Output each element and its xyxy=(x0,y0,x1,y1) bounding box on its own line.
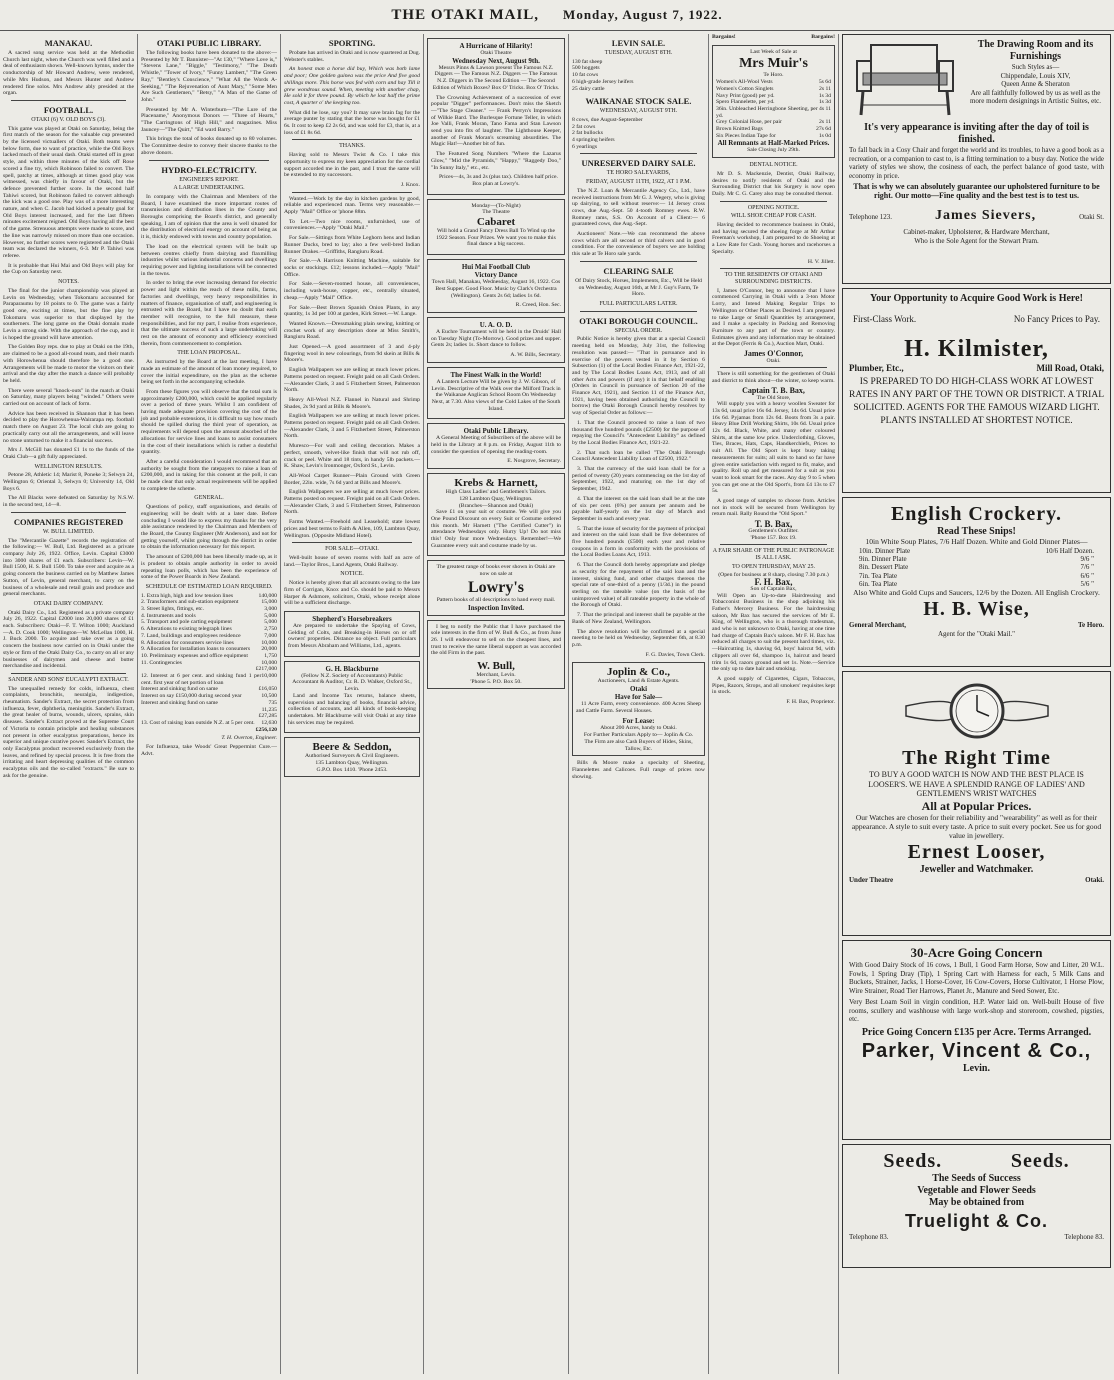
auctioneers-note: Auctioneers' Note.—We can recommend the above cows which are all second or third calvers and in good condition. For the convenience of buyers we are holding this sale at Te Horo sale yards. xyxy=(572,231,705,258)
notes-text-2: The Golden Boy reps. due to play at Otaki on the 19th, are claimed to be a good all-round team, and their match with Horowhenua should therefore be a good one. Arrangements will be made to motor the visitors on their arrival and the day after the match a dance will probably be held. xyxy=(3,344,134,384)
schedule-row: 11. Contingencies 10,000 xyxy=(141,659,277,666)
companies-heading: COMPANIES REGISTERED xyxy=(13,516,124,527)
price-row: Spero Flannelette, per yd. 1s 3d xyxy=(716,99,831,106)
notice-text: Notice is hereby given that all accounts owing to the late firm of Corrigan, Knox and Co. should be paid to Messrs Harper & Ashmore, solicitors, Otaki, whose receipt alone will be a sufficient discharge. xyxy=(284,580,420,607)
schedule-total: £217,000 xyxy=(255,666,277,673)
thanks-heading: THANKS. xyxy=(339,143,365,150)
borough-signature: F. G. Davies, Town Clerk. xyxy=(645,651,705,658)
house-text: Well-built house of seven rooms with half an acre of land.—Taylor Bros., Land Agents, Otaki Railway. xyxy=(284,555,420,568)
residents-heading: TO THE RESIDENTS OF OTAKI AND SURROUNDING DISTRICTS. xyxy=(724,272,823,285)
classified-wallpaper-3: English Wallpapers we are selling at much lower prices. Patterns posted on request. Freight paid on all Cash Orders.—Alexander Clark, 3 and 5 Fitzherbert Street, Palmerston North. xyxy=(284,489,420,516)
price-row: 36in. Unbleached Herringbone Sheeting, per yd. 4s 11 xyxy=(716,105,831,119)
unreserved-heading: UNRESERVED DAIRY SALE. xyxy=(581,158,696,169)
schedule-row: 8. Allocation for consumers service lines 10,000 xyxy=(141,639,277,646)
loan-heading: THE LOAN PROPOSAL. xyxy=(177,350,241,357)
opening-signature: H. V. Jillett. xyxy=(807,258,835,265)
crockery-row: 9in. Dinner Plate 9/6 " xyxy=(859,554,1094,563)
dairy-heading: OTAKI DAIRY COMPANY. xyxy=(33,600,104,607)
bull-advert: I beg to notify the Public that I have purchased the sole interests in the firm of W. Bull & Co., as from June 26. I will endeavour to sell on the cheapest lines, and trust to receive the same liberal support as was accorded the old Firm in the past. W. Bull, Merchant, Levin. 'Phone 5. P.O. Box 50. xyxy=(427,620,565,690)
looser-advert: The Right Time TO BUY A GOOD WATCH IS NOW AND THE BEST PLACE IS LOOSER'S. WE HAVE A SPLENDID RANGE OF LADIES' AND GENTLEMEN'S WRIST WATCHES All at Popular Prices. Our Watches are chosen for their reliability and "wearability" as well as for their appearance. A style to suit every taste. A price to suit every pocket. See us for good value in jewellery. Ernest Looser, Jeweller and Watchmaker. Under Theatre Otaki. xyxy=(842,671,1111,936)
waikanae-date: WEDNESDAY, AUGUST 9TH. xyxy=(599,108,678,115)
classified-wanted: Wanted.—Work by the day in kitchen gardens by good, reliable and experienced man. Terms very reasonable.—Apply "Mail" Office or 'phone 88m. xyxy=(284,195,420,216)
euchre-advert: U. A. O. D. A Euchre Tournament will be held in the Druids' Hall on Tuesday Night (To-Morrow). Good prizes and supper. Gents 2s; ladies 1s. Short dance to follow. A. W. Bills, Secretary. xyxy=(427,317,565,363)
football-text-2: It is probable that Hui Mai and Old Boys will play for the Cup on Saturday next. xyxy=(3,262,134,276)
football-subheading: OTAKI (6) V. OLD BOYS (3). xyxy=(31,116,106,123)
sander-text: The unequalled remedy for colds, influenza, chest complaints, bronchitis, neuralgia, indigestion, rheumatism. Sander's Extract, the secret protection from influenza, fever, diphtheria, meningitis. Sander's Extract, the great healer of burns, wounds, ulcers, sprains, skin diseases. Sander's Extract proved at the Supreme Court of Victoria to contain principle and healing substances not present in other eucalyptus preparations, hence its superior and unique curative power. Sander's Extract, the only Eucalyptus product recovered exclusively from the leaves, and refined by special process. It is free from the irritating and heart depressing qualities of the common eucalyptus oils and the so-called "extracts." Be sure to ask for the genuine. xyxy=(3,685,134,779)
oconnor-town: Otaki. xyxy=(766,357,781,364)
schedule-row: 3. Street lights, fittings, etc. 3,000 xyxy=(141,606,277,613)
nzloan-text: The N.Z. Loan & Mercantile Agency Co., Ltd., have received instructions from Mr G. J. Wegery, who is giving up dairying, to sell without reserve:— 14 Jersey cross cows, due Aug.-Sept. 50 4-tooth Romney ewes. R.W. Romney rams, S.S. On Account of a Client:— 6 guaranteed cows, due Aug.-Sept. xyxy=(572,187,705,228)
parker-vincent-advert: 30-Acre Going Concern With Good Dairy Stock of 16 cows, 1 Bull, 1 Good Farm Horse, Sow and Litter, 20 W.L. Fowls, 1 Spring Dray (Tip), 1 Spring Cart with Harness for each, 5 Milk Cans and Buckets, Strainer, Jacks, 1 Horse-Cover, 16 Cow-Covers, Horse Cultivator, 1 Horse Plow, Wire Strainer, Road Tier Harrows, Planet Jr., Manure and Seed Sower, Etc. Very Best Loam Soil in virgin condition, H.P. Water laid on. Well-built House of five rooms, scullery and washhouse with large work-shop and storeroom, cowshed, pigsties, etc. Price Going Concern £135 per Acre. Terms Arranged. Parker, Vincent & Co., Levin. xyxy=(842,940,1111,1140)
crockery-row: 6in. Tea Plate 5/6 " xyxy=(859,580,1094,589)
column-3 xyxy=(280,34,423,1374)
borough-text-7: 6. That the Council doth hereby appropriate and pledge as security for the repayment of the said loan and the interest, sinking fund, and other charges thereon the special rate of one-third of a penny (1/3d.) in the pound sterling on the rateable value (on the basis of the unimproved value) of all rateable property in the whole of the Borough of Otaki. xyxy=(572,562,705,609)
saleyards: TE HORO SALEYARDS, xyxy=(606,170,671,177)
engineer-signature: T. H. Overton, Engineer. xyxy=(221,735,277,742)
schedule-row: 10. Preliminary expenses and office equipment 1,750 xyxy=(141,652,277,659)
classified-to-let: To Let.—Two nice rooms, unfurnished, use of conveniences.—Apply "Otaki Mail." xyxy=(284,218,420,232)
interest-row-2: Interest and sinking fund on same £16,050 xyxy=(141,686,277,693)
cabaret-advert: Monday—(To-Night) The Theatre Cabaret Will hold a Grand Fancy Dress Ball To Wind up the 1922 Season. Four Prizes. We want you to make this final dance a big success. xyxy=(427,199,565,256)
hydro-text-3: In order to bring the ever increasing demand for electric power and light within the reach of these mills, farms, factories and dwellings, very heavy responsibilities in matters of finance, organisation of staff, and engineering is entrusted with the Board, but I have no doubt that each member will recognise, to the full measure, these responsibilities, and for my part, I realise from experience, that the ultimate success of such a large undertaking will rest on the amount of economy and efficiency exercised therein, from commencement to completion. xyxy=(141,280,277,347)
bills-moore-advert: Bills & Moore make a specialty of Sheeting, Flannelettes and Calicoes. Full range of prices now showing. xyxy=(572,760,705,780)
crockery-row: 10in. Dinner Plate 10/6 Half Dozen. xyxy=(859,546,1094,555)
blackburne-advert: G. H. Blackburne (Fellow N.Z. Society of Accountants) Public Accountant & Auditor, Cr. R. D. Walker, Oxford St., Levin. Land and Income Tax returns, balance sheets, supervision and balancing of books, financial advice, collection of accounts, and all kinds of book-keeping undertaken. Mr Blackburne will visit Otaki at any time his services may be required. xyxy=(284,661,420,734)
column-7 xyxy=(838,34,1114,1374)
hydro-text-2: The load on the electrical system will be built up between centres chiefly from dairying and flaxmilling industries whilst various industrial concerns and dwellings requiring power and lighting installations will be connected in the towns. xyxy=(141,243,277,277)
price-row: Women's All-Wool Vests 5s 6d xyxy=(716,79,831,86)
loan-text-3: After a careful consideration I would recommend that an authority be sought from the ratepayers to raise a loan of £200,000, and in taking for this consent at the poll, it can be made clear that only actual requirements will be applied to complete the scheme. xyxy=(141,458,277,492)
price-row: Women's Cotton Singlets 2s 11 xyxy=(716,85,831,92)
notes-text: The final for the junior championship was played at Levin on Wednesday, when Tokomaru accounted for Paraparaumu by 18 points to 0. The game was a fairly good one, exciting at times, but the fine play by Tokomaru was superior to that displayed by the southerners. The long game on the Otaki domain made Levin a strong side. With the approach of the cup, and it is hoped the ground will have attention. xyxy=(3,287,134,341)
bax-text-3: A good range of samples to choose from. Articles not in stock will be secured from Wellington by return mail. Rally Round the "Old Sport." xyxy=(712,498,835,518)
kilmister-advert: Your Opportunity to Acquire Good Work is Here! First-Class Work. No Fancy Prices to Pay. H. Kilmister, Plumber, Etc., Mill Road, Otaki, IS PREPARED TO DO HIGH-CLASS WORK AT LOWEST RATES IN ANY PART OF THE TOWN OR DISTRICT. A TRIAL SOLICITED. AGENTS FOR THE FAMOUS WIZARD LIGHT. PLANTS INSTALLED AT SHORTEST NOTICE. xyxy=(842,288,1111,493)
classified-wallpaper-2: English Wallpapers we are selling at much lower prices. Patterns posted on request. Freight paid on all Cash Orders.—Alexander Clark, 3 and 5 Fitzherbert Street, Palmerston North. xyxy=(284,413,420,440)
manakau-text: A sacred song service was held at the Methodist Church last night, when the Church was well filled and a deal of enthusiasm shown. Well-known hymns, under the conductorship of Mr Howard Andrew, were rendered, while Mrs Hudson, and Messrs Hunter and Andrew rendered fine solos. Mrs Andrew ably presided at the organ. xyxy=(3,50,134,97)
oconnor-name: James O'Connor, xyxy=(743,349,804,359)
bargains-row: Bargains! Bargains! xyxy=(712,34,835,40)
wristwatch-illustration xyxy=(902,680,1052,742)
crockery-row: 8in. Dessert Plate 7/6 " xyxy=(859,563,1094,572)
library-text-2: Presented by Mr A. Winterburn—"The Lure of the Placename," Anonymous Donors — "Three of Hearts," "The Carringtons of High Hill," and magazines. Miss Jauncey—"The Quirt," "Ed ward Barry." xyxy=(141,106,277,133)
loan-text: As instructed by the Board at the last meeting, I have made an estimate of the amount of loan money required, to cover the initial expenditure, on the plan as the scheme being set forth in the accompanying schedule. xyxy=(141,359,277,386)
masthead xyxy=(0,0,1114,31)
dental-heading: DENTAL NOTICE. xyxy=(749,162,798,169)
sale-item: 6 yearlings xyxy=(572,143,598,150)
borough-text-3: 2. That such loan be called "The Otaki Borough Council Antecedent Liability Loan of £2500, 1922." xyxy=(572,449,705,463)
hydro-subheading-2: A LARGE UNDERTAKING. xyxy=(173,185,245,192)
woods-advert: For Influenza, take Woods' Great Peppermint Cure.—Advt. xyxy=(141,744,277,757)
dairy-text: Otaki Dairy Co., Ltd. Registered as a private company July 26, 1922. Capital £2000 into 20,000 shares of £1 each. Subscribers: Otaki—F. T. Wilton 1000; Auckland—A. D. Cook 1000; Wellington—W. McLellan 1000, H. J. Buck 2000. To acquire and take over as a going concern the business now carried on in Otaki under the style or firm of the Otaki Dairy Co., to carry on all or any businesses of dairymen and cheese and butter merchandise and incidental. xyxy=(3,609,134,670)
schedule-row: 5. Transport and pole carting equipment 5,000 xyxy=(141,619,277,626)
newspaper-title: THE OTAKI MAIL, xyxy=(391,6,540,23)
price-row: Brown Knitted Bags 27s 6d xyxy=(716,126,831,133)
borough-subheading: SPECIAL ORDER. xyxy=(614,327,663,334)
cost-row: 13. Cost of raising loan outside N.Z. at 5 per cent. 12,630 xyxy=(141,719,277,726)
notes-text-3: There were several "knock-outs" in the match at Otaki on Saturday, many players being "winded." Others were carried out on account of lack of form. xyxy=(3,387,134,408)
bax-subheading: The Old Store, xyxy=(756,394,791,401)
dental-text: Mr D. S. Mackenzie, Dentist, Otaki Railway, desires to notify residents of Otaki and the Surrounding District that his Surgery is now open Daily. Mr C. G. Carey also may be consulted thereat. xyxy=(712,170,835,197)
schedule-row: 9. Allocation for installation loans to consumers 20,000 xyxy=(141,646,277,653)
schedule-table xyxy=(141,593,277,667)
lantern-lecture-advert: The Finest Walk in the World! A Lantern Lecture Will be given by J. W. Gibson, of Levin. Descriptive of the Walk over the Milford Track in the Waikanae Anglican School Room On Wednesday Next, at 7.30. Also views of the Cold Lakes of the South Island. xyxy=(427,367,565,420)
diggers-advert: A Hurricane of Hilarity! Otaki Theatre Wednesday Next, August 9th. Messrs Pinns & Lawson present The Famous N.Z. Diggers — The Famous N.Z. Diggers — The Famous N.Z. Diggers in The Second Edition — The Second Edition of Which Boxes? Box O' Tricks. Box O' Tricks. The Crowning Achievement of a succession of ever popular "Digger" performances. Don't miss the Sketch—"The Stage Cleaner." — Frank Perryn's Impressions of Wilkie Bard. The Burlesque Fortune Teller, in which Joe Valli, Frank Moran, Tano Fama and Stan Lawson send you into fits of laughter. The Lighthouse Keeper, another of Frank Moran's screaming absurdities. The Magic Hat!—Another bit of fun. The Featured Song Numbers "Where the Lazarus Glow," "Mid the Pyramids," "Happy," "Raggedy Doo," "In Sunny Italy," etc., etc. Prices—4s, 3s and 2s (plus tax). Children half price. Box plan at Lowry's. xyxy=(427,38,565,195)
opening-heading: OPENING NOTICE. xyxy=(747,204,800,211)
fhbax-subheading: Son of Captain Bax, xyxy=(750,585,797,592)
classified-for-sale-2: For Sale.—A Harrison Knitting Machine, suitable for socks or stockings. £12; lessons included.—Apply "Mail" Office. xyxy=(284,258,420,278)
manakau-heading: MANAKAU. xyxy=(44,38,93,48)
column-6 xyxy=(708,34,838,1374)
general-heading: GENERAL. xyxy=(194,495,224,502)
football-heading: FOOTBALL. xyxy=(43,104,94,115)
loan-text-2: From these figures you will observe that the total sum is approximately £200,000, which could be applied regularly over a period of three years. Whilst I am confident of having made adequate provision covering the cost of the job and probable extensions, it is difficult to say how much should be spilled during the third year of operation, as requirements will depend upon the amount absorbed of the allocations for service lines and loans to assist consumers in the cost of their installations which is rather a doubtful quantity. xyxy=(141,388,277,456)
levin-sale-date: TUESDAY, AUGUST 8TH. xyxy=(604,50,673,56)
borough-text-8: 7. That the principal and interest shall be payable at the Bank of New Zealand, Wellington. xyxy=(572,612,705,625)
schedule-heading: SCHEDULE OF ESTIMATED LOAN REQUIRED. xyxy=(145,583,273,590)
column-4 xyxy=(423,34,568,1374)
notes-text-4: Advice has been received in Shannon that it has been decided to play the Horowhenua-Wairarapa rep. football match there on August 23. The local club are going to practically carry out all the arrangements, and will leave no stone unturned to make it a financial success. xyxy=(3,410,134,444)
price-row: Navy Print (good) per yd. 1s 3d xyxy=(716,92,831,99)
bax-subheading-2: Gentlemen's Outfitter. xyxy=(748,527,799,534)
saleyards-date: FRIDAY, AUGUST 11TH, 1922, AT 1 P.M. xyxy=(585,179,692,186)
classified-wanted-known: Wanted Known.—Dressmaking plain sewing, knitting or crochet work of any description done at Miss Smith's, Rangiuru Road. xyxy=(284,320,420,341)
wise-advert: English Crockery. Read These Snips! 10in White Soup Plates, 7/6 Half Dozen. White and Gold Dinner Plates— 10in. Dinner Plate 10/6 Half Dozen. 9in. Dinner Plate 9/6 " 8in. Dessert Plate 7/6 " 7in. Tea Plate 6/6 " 6in. Tea Plate 5/6 " Also White and Gold Cups and Saucers, 12/6 by the Dozen. All English Crockery. H. B. Wise, General Merchant, Te Horo. Agent for the "Otaki Mail." xyxy=(842,497,1111,667)
interest-total: £27,285 xyxy=(258,713,277,720)
oconnor-text: I, James O'Connor, beg to announce that I have commenced Carrying in Otaki with a 3-ton Motor Lorry, and Intend Making Regular Trips to Wellington or Other Places as Desired. I am prepared to take Large or Small Quantities by arrangement, and I make a specialty in Packing and Removing Furniture to any part of the town or country. Estimates given and any information may be obtained at the Depot (Ferris & Co.), Auction Mart, Otaki. xyxy=(712,287,835,348)
bax-name: Captain T. B. Bax, xyxy=(742,385,805,395)
particulars-later: FULL PARTICULARS LATER. xyxy=(599,300,678,307)
furniture-style: Chippendale, Louis XIV, xyxy=(1000,71,1071,80)
classified-for-sale-4: For Sale.—Best Brown Spanish Onion Plants, in any quantity, 1s 3d per 100 at garden, Kirk Street.—W. Lange. xyxy=(284,304,420,318)
sale-item: 6 high-grade Jersey heifers xyxy=(572,78,634,85)
clearing-text: Of Dairy Stock, Horses, Implements, Etc., Will be Held on Wednesday, August 16th, at Mr J. Guy's Farm, Te Horo. xyxy=(575,277,702,298)
thanks-text: Having sold to Messrs Twist & Co. I take this opportunity to express my keen appreciation for the cordial support accorded me in the past, and I trust the same will be extended to my successors. xyxy=(284,152,420,179)
hydro-text: In company with the Chairman and Members of the Board, I have examined the more important routes of transmission and distribution lines in the County and Boroughs comprising the Board's district, and generally speaking, I am of opinion that the area is well situated for the distribution of electrical energy on account of being as it is, thickly endowed with towns and country population. xyxy=(141,193,277,241)
schedule-row: 6. Alterations to existing telegraph lines 2,750 xyxy=(141,626,277,633)
interest-row-3: Interest on say £150,000 during second year 10,500 xyxy=(141,693,277,700)
classified-for-sale-1: For Sale.—Sittings from White Leghorn hens and Indian Runner Ducks, bred to lay; also a few well-bred Indian Runner Drakes.—Griffiths, Rangiuru Road. xyxy=(284,235,420,255)
crockery-row: 7in. Tea Plate 6/6 " xyxy=(859,571,1094,580)
opening-text: Having decided to recommence business in Otaki, and having secured the shoeing forge at Mr Arthur Freeman's workshop, I am prepared to do Shoeing at a Low Rate for Cash. Young horses and racehorses a Specialty. xyxy=(712,222,835,255)
fhbax-text: Will Open an Up-to-date Hairdressing and Tobacconist Business in the shop adjoining his Father's Mercery Business. For the hairdressing saloon, Mr Bax has secured the services of Mr E. King, of Wellington, who is a thorough tradesman, and who is not unknown to Otaki, having at one time had charge of Captain Bax's saloon. Mr F. H. Bax has reduced all charges to suit the present hard times, viz.—Haircutting 1s, shaving 6d, boys' haircut 9d, with clippers all over 6d, shampoo 1s, haircut and beard trim 1s 6d, razors ground and set 1s. Note.—Service the only up to date hair and smoking. xyxy=(712,592,835,673)
sale-item: 2 fat cows xyxy=(572,123,596,130)
sporting-verse: An honest man a horse did buy, Which was both lame and poor; One golden guinea was the price And five good shillings more. This horse was fed with corn and hay Till it grew wondrous sound. When, meeting with another chap, He sold it for three pound. By which he lost half the prime cost, A quarter o' the keeping too. xyxy=(284,66,420,106)
classified-just-opened: Just Opened.—A good assortment of 3 and 4-ply fingering wool in new colourings, from 9d skein at Bills & Moore's. xyxy=(284,344,420,364)
sporting-text: Probate has arrived in Otaki and is now quartered at Dug. Webster's stables. xyxy=(284,50,420,63)
interest-subtotal: 11,235 xyxy=(261,706,277,713)
sale-item: 25 dairy cattle xyxy=(572,85,605,92)
wellington-heading: WELLINGTON RESULTS. xyxy=(34,463,103,470)
classified-for-sale-3: For Sale.—Seven-roomed house, all conveniences, including wash-house, copper, etc., centrally situated, cheap.—Apply "Mail" Office. xyxy=(284,281,420,301)
levin-sale-heading: LEVIN SALE. xyxy=(611,38,666,48)
library-heading: OTAKI PUBLIC LIBRARY. xyxy=(156,38,262,48)
opening-subheading: WILL SHOE CHEAP FOR CASH. xyxy=(730,213,817,220)
furniture-style: Such Styles as— xyxy=(1011,63,1060,71)
beere-advert: Beere & Seddon, Authorised Surveyors & Civil Engineers. 135 Lambton Quay, Wellington. G.P.O. Box 1410. 'Phone 2453. xyxy=(284,737,420,777)
schedule-row: 1. Extra high, high and low tension lines 140,000 xyxy=(141,592,277,599)
sander-heading: SANDER AND SONS' EUCALYPTI EXTRACT. xyxy=(8,676,129,683)
schedule-row: 2. Transformers and sub-station equipment 15,000 xyxy=(141,599,277,606)
fhbax-name: F. H. Bax, xyxy=(754,577,793,588)
levin-sale-list xyxy=(572,59,705,93)
classified-runner: All-Wool Carpet Runner—Plain Ground with Green Border, 22in. wide, 7s 6d yard at Bills and Moore's. xyxy=(284,472,420,486)
borough-text-2: 1. That the Council proceed to raise a loan of two thousand five hundred pounds (£2500) for the purpose of repaying the Council's "Antecedent Liability" as defined by the Local Bodies Finance Act, 1921-22. xyxy=(572,419,705,446)
borough-heading: OTAKI BOROUGH COUNCIL. xyxy=(579,315,698,326)
column-2 xyxy=(137,34,280,1374)
hydro-heading: HYDRO-ELECTRICITY. xyxy=(161,164,257,175)
sporting-heading: SPORTING. xyxy=(328,38,376,48)
general-text: Questions of policy, staff organisations, and details of engineering will be dealt with at a later date. Before concluding I would like to express my thanks for the very able assistance rendered by the Chairman and Members of the Board, the County Engineer (Mr Anderson), and not for getting yourself, whilst going through the district in order to obtain the information necessary for this report. xyxy=(141,504,277,551)
general-text-2: The amount of £200,000 has been liberally made up, as it is prudent to obtain ample authority in order to avoid repeating loan polls, which has been the experience of some of the Power Boards in New Zealand. xyxy=(141,554,277,581)
football-text: This game was played at Otaki on Saturday, being the first match of the season for the valuable cup presented by the licensed victuallers of Otaki. Both teams were below form, due to want of practice, while the Old Boys lacked much of their usual dash. Otaki started off in great style, and within three minutes of the kick off Rose scored a fine try, which Robinson failed to convert. The spell, patchy at times, although at times good play was witnessed, was chiefly in favour of Otaki, but the defence prevented further score. In the second half Tahiwi scored, but Robinson failed to convert although the kick was a good one. Play was of a more interesting nature, and when C. Jacob had kicked a penalty goal for Old Boys interest increased, and for the last fifteen minutes excitement reigned. Old Boys having all the best of the game. Strenuous attempts were made to score, and the line was narrowly missed on more than one occasion. However, no further scores were registered and the Otaki team was declared the winners, 6-3. Mr P. Tahiwi was referee. xyxy=(3,125,134,259)
sale-item: 10 fat cows xyxy=(572,72,599,79)
bax-text-2: Will supply you with a heavy woollen Sweater for 13s 6d, usual price 16s 6d. Jersey, 14s 6d. Usual price 16s 6d. Pyjamas from 12s 6d. Boots from 3s a pair. Heavy Blue Drill Working Shirts, 10s 6d. Usual price 12s 6d. Black, White, and many other coloured Shirts, at the same low price. Underclothing, Gloves, Ties, Braces, Hats, Caps, Handkerchiefs, Prices to suit All. The Old Sport is kept busy taking measurements for suits; all suits to hand so far have given entire satisfaction with regard to fit, make, and quality. Roll up and get measured for a suit as you want to look smart for the races. Any day 9 to 5 when you can get one at the Old Sport's, from £4 13s to £7 5s. xyxy=(712,401,835,495)
borough-text: Public Notice is hereby given that at a special Council meeting held on Monday, July 31st, the following resolution was passed:— "That in pursuance and in exercise of the powers vested in it by Section 6 Subsection (1) of the Local Bodies Finance Act, 1921-22, and by The Local Bodies Loans Act, 1913, and of all other Acts and powers (if any) it in that behalf enabling (Orders in Council in pursuance of Section 20 of the Finance Act, 1921), and Section 11 of the Finance Act, 1921, having been obtained authorising the Council to borrow) the Otaki Borough Council hereby resolves by way of Special Order as follows:— xyxy=(572,336,705,417)
column-5 xyxy=(568,34,708,1374)
joplin-advert: Joplin & Co., Auctioneers, Land & Estate Agents. Otaki Have for Sale— 11 Acre Farm, every convenience. 400 Acres Sheep and Cattle Farm. Several Houses. For Lease: About 200 Acres, handy to Otaki. For Further Particulars Apply to— Joplin & Co. The Firm are also Cash Buyers of Hides, Skins, Tallow, Etc. xyxy=(572,662,705,756)
bax-text: There is still something for the gentlemen of Otaki and district to think about—the winter, so keep warm. xyxy=(712,371,835,385)
sporting-text-2: What did he lose, say you? It may save brain fag for the average punter by stating that the horse was bought for £1 6s. It cost to keep £2 2s 6d, and was sold for £3, that is, at a loss of £1 8s 6d. xyxy=(284,109,420,136)
bax-name-2: T. B. Bax, xyxy=(754,519,793,530)
sievers-advert: The Drawing Room and its Furnishings Such Styles as— Chippendale, Louis XIV, Queen Anne & Sheraton Are all faithfully followed by us as well as the more modern designings in Artistic Suites, etc. It's very appearance is inviting after the day of toil is finished. To fall back in a Cosy Chair and forget the world and its troubles, to have a good book as a recreation, or a companion to cast to, is a fitting termination to a busy day. Notice the wide variety of styles we show, the cosiness of each, the perfect balance of good taste, with economy in price. That is why we can absolutely guarantee our upholstered furniture to be right. Our motto—Fine quality and the best test is to test us. Telephone 123. James Sievers, Otaki St. Cabinet-maker, Upholsterer, & Hardware Merchant, Who is the Sole Agent for the Stewart Pram. xyxy=(842,34,1111,284)
classified-farms: Farms Wanted.—Freehold and Leasehold; state lowest prices and best terms to Faith & Allen, 109, Lambton Quay, Wellington. (Opposite Midland Hotel). xyxy=(284,519,420,539)
classified-wallpaper-1: English Wallpapers we are selling at much lower prices. Patterns posted on request. Freight paid on all Cash Orders.—Alexander Clark, 3 and 5 Fitzherbert Street, Palmerston North. xyxy=(284,367,420,394)
borough-text-4: 3. That the currency of the said loan shall be for a period of twenty (20) years commencing on the 1st day of September, 1922, and maturing on the 1st day of September, 1942. xyxy=(572,466,705,493)
borough-text-9: The above resolution will be confirmed at a special meeting to be held on Wednesday, September 6th, at 8.30 p.m. xyxy=(572,628,705,648)
notice-heading: NOTICE. xyxy=(340,571,364,578)
interest-row-4: Interest and sinking fund on same 735 xyxy=(141,699,277,706)
share-heading: A FAIR SHARE OF THE PUBLIC PATRONAGE IS ALL I ASK. xyxy=(712,548,835,561)
price-row: Six Pieces Indian Tape for 1s 0d xyxy=(716,132,831,139)
waikanae-heading: WAIKANAE STOCK SALE. xyxy=(585,96,692,107)
companies-text: The "Mercantile Gazette" records the registration of the following:— W. Bull, Ltd. Registered as a private company July 26, 1922. Office, Levin. Capital £3000 into 3000 shares of £1 each. Subscribers: Levin—W. Bull 1500, H. S. Bull 1500. To take over and acquire as a going concern the business carried on by Matthew James Sutton, of Levin, general merchant, to carry on the business of a wholesale and retail grain and produce and general merchants. xyxy=(3,537,134,598)
library-text: The following books have been donated to the above:— Presented by Mr T. Bannister—"At 130," "Where Love is," "Stevens Lane," "Biggle," "Testimony," "The Death Whistle," "Tower of Ivory," "Funny Lambert," "The Green Ray," "Bentley's Conscience," "What All the Words A-Seeking," "The Rejuvenation of Aunt Mary," "Some Men Are Such Gentlemen," "Betsy," "A Man of the Game of John." xyxy=(141,50,277,103)
fhbax-text-2: A good supply of Cigarettes, Cigars, Tobaccos, Pipes, Razors, Strops, and all smokers' requisites kept in stock. xyxy=(712,675,835,696)
armchair-illustration xyxy=(849,39,961,119)
krebs-harnett-advert: Krebs & Harnett, High Class Ladies' and Gentlemen's Tailors. 128 Lambton Quay, Wellington. (Branches—Shannon and Otaki) Save £1 on your suit or costume. We will give you One Pound Discount on every Suit or Costume ordered this month. Mr Harnett ("The Certified Cutter") in attendance Wednesdays only. Hurry Up! Do not miss this! Only four more Wednesdays. Remember!—We Guarantee every suit and costume made by us. xyxy=(427,473,565,556)
schedule-row: 4. Instruments and tools 5,000 xyxy=(141,612,277,619)
borough-text-6: 5. That the issue of security for the payment of principal and interest on the said loan shall be five debentures of five hundred pounds (£500) each year and relative coupons in a form in conformity with the provisions of the Local Bodies Loans Act, 1913. xyxy=(572,525,705,559)
library-meeting-advert: Otaki Public Library. A General Meeting of Subscribers of the above will be held in the Library at 8 p.m. on Friday, August 11th to consider the question of opening the reading-room. E. Nosgrove, Secretary. xyxy=(427,423,565,469)
issue-date: Monday, August 7, 1922. xyxy=(563,7,723,22)
sale-item: 4 springing heifers xyxy=(572,137,615,144)
shepherd-advert: Shepherd's Horsebreakers Are prepared to undertake the Spaying of Cows, Gelding of Colts, and Breaking-in Horses on or off owners' properties. Distance no object. Full particulars from Messrs Abraham and Williams, Ltd., agents. xyxy=(284,611,420,657)
share-open: TO OPEN THURSDAY, MAY 25. xyxy=(731,563,816,570)
clearing-heading: CLEARING SALE xyxy=(603,265,674,276)
thanks-signature: J. Knox. xyxy=(400,181,420,188)
share-open-2: (Open for business at 8 sharp, closing 7.30 p.m.) xyxy=(718,572,829,579)
furniture-style: Queen Anne & Sheraton xyxy=(1001,80,1070,88)
hydro-subheading: ENGINEER'S REPORT. xyxy=(179,176,239,183)
grand-total: £256,120 xyxy=(255,726,277,733)
house-heading: FOR SALE—OTAKI. xyxy=(325,546,379,553)
classified-muresco: Muresco—For wall and ceiling decoration. Makes a perfect, smooth, velvet-like finish that will not rub off, crack or peel. White and 18 tints, in handy 5lb packets.—K. Shaw, Levin's Ironmonger, Oxford St., Levin. xyxy=(284,443,420,470)
companies-subheading: W. BULL LIMITED. xyxy=(42,528,95,535)
notes-heading: NOTES. xyxy=(58,279,79,286)
bax-phone: 'Phone 157. Box 19. xyxy=(750,534,797,541)
sale-item: 2 fat bullocks xyxy=(572,130,603,137)
victory-dance-advert: Hui Mai Football Club Victory Dance Town Hall, Manakau, Wednesday, August 16, 1922. Cos Best Supper. Good Floor. Music by Clark's Orchestra (Wellington). Gents 2s 6d; ladies 1s 6d. R. Creed, Hon. Sec. xyxy=(427,259,565,313)
waikanae-sale-list xyxy=(572,117,705,151)
sale-item: 8 cows, due August-September xyxy=(572,116,643,123)
library-text-3: This brings the total of books donated up to 80 volumes. The Committee desire to convey their sincere thanks to the above donors. xyxy=(141,136,277,156)
price-row: Grey Colonial Hose, per pair 2s 11 xyxy=(716,119,831,126)
notes-text-5: Mrs J. McGill has donated £1 1s to the funds of the Otaki Club—a gift fully appreciated. xyxy=(3,447,134,460)
fhbax-signature: F. H. Bax, Proprietor. xyxy=(786,699,835,706)
sale-item: 500 hoggets xyxy=(572,65,600,72)
lowrys-advert: The greatest range of books ever shown in Otaki are now on sale at Lowry's Pattern books of all descriptions to hand every mail. Inspection Invited. xyxy=(427,560,565,615)
sale-item: 130 fat sheep xyxy=(572,58,603,65)
schedule-row: 7. Land, buildings and employees residence 7,000 xyxy=(141,632,277,639)
classified-flannel: Heavy All-Wool N.Z. Flannel in Natural and Shrimp Shades, 2s 9d yard at Bills & Moore's. xyxy=(284,396,420,410)
wellington-text-2: The All Blacks were defeated on Saturday by N.S.W. in the second test, 14—8. xyxy=(3,495,134,509)
truelight-advert: Seeds. Seeds. The Seeds of Success Vegetable and Flower Seeds May be obtained from Truelight & Co. Telephone 83. Telephone 83. xyxy=(842,1144,1111,1268)
interest-row: 12. Interest at 6 per cent. and sinking fund 1 per cent. first year of net portion of loan 10,000 xyxy=(141,673,277,686)
wellington-text: Petone 28, Athletic 14; Marist 8, Poneke 3; Selwyn 24, Wellington 6; Oriental 3, Selwyn 0; University 14, Old Boys 6. xyxy=(3,472,134,492)
borough-text-5: 4. That the interest on the said loan shall be at the rate of six per cent. (6%) per annum per annum and be payable half-yearly on the 1st day of March and September in each and every year. xyxy=(572,495,705,522)
column-1 xyxy=(0,34,137,1374)
muirs-advert: Last Week of Sale at Mrs Muir's Te Horo. Women's All-Wool Vests 5s 6d Women's Cotton Singlets 2s 11 Navy Print (good) per yd. 1s 3d Spero Flannelette, per yd. 1s 3d 36in. Unbleached Herringbone Sheeting, per yd. 4s 11 Grey Colonial Hose, per pair 2s 11 Brown Knitted Bags 27s 6d Six Pieces Indian Tape for 1s 0d All Remnants at Half-Marked Prices. Sale Closing July 29th. xyxy=(712,45,835,158)
